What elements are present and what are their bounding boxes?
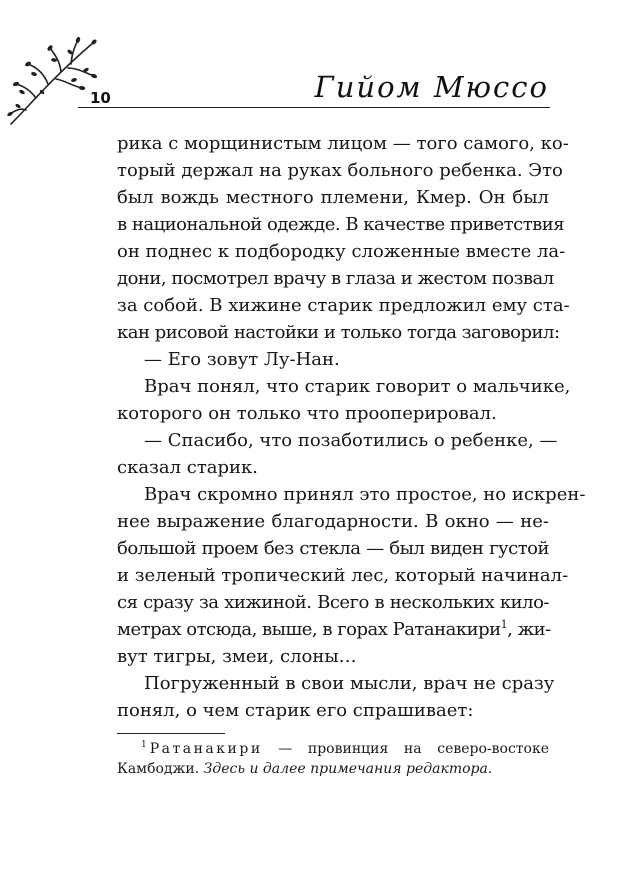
text-line: — Его зовут Лу-Нан. <box>144 349 340 370</box>
page-number: 10 <box>90 89 111 107</box>
footnote-number: 1 <box>141 740 147 751</box>
text-line: большой проем без стекла — был виден густой <box>117 538 549 559</box>
text-line: вут тигры, змеи, слоны… <box>117 646 357 667</box>
text-line: ся сразу за хижиной. Всего в нескольких кило- <box>117 592 549 613</box>
paragraph-3 <box>117 373 571 427</box>
paragraph-6 <box>117 670 555 724</box>
paragraph-5 <box>117 481 586 670</box>
text-segment: , жи- <box>507 619 551 640</box>
text-line: нее выражение благодарности. В окно — не- <box>117 511 549 532</box>
paragraph-1 <box>117 130 570 346</box>
text-line: рика с морщинистым лицом — того самого, ко- <box>117 133 569 154</box>
text-line: понял, о чем старик его спрашивает: <box>117 700 474 721</box>
text-line: сказал старик. <box>117 457 259 478</box>
footnote-divider <box>117 733 225 734</box>
text-line: торый держал на руках больного ребенка. Это <box>117 160 563 181</box>
paragraph-4 <box>117 427 558 481</box>
text-line: и зеленый тропический лес, который начинал- <box>117 565 569 586</box>
body-text <box>117 130 586 724</box>
text-line: в национальной одежде. В качестве приветствия <box>117 214 565 235</box>
text-line: Погруженный в свои мысли, врач не сразу <box>144 673 555 694</box>
footnote-editor-note: Здесь и далее примечания редактора. <box>203 761 493 777</box>
text-line: за собой. В хижине старик предложил ему ста- <box>117 295 570 316</box>
text-line: Врач понял, что старик говорит о мальчике, <box>144 376 571 397</box>
text-line: кан рисовой настойки и только тогда заговорил: <box>117 322 560 343</box>
text-line: — Спасибо, что позаботились о ребенке, — <box>144 430 558 451</box>
footnote <box>117 739 549 779</box>
text-line: он поднес к подбородку сложенные вместе ла- <box>117 241 566 262</box>
text-line <box>117 616 549 643</box>
footnote-reference[interactable]: 1 <box>500 618 508 631</box>
floral-branch-icon <box>6 34 106 128</box>
paragraph-2 <box>117 346 549 373</box>
text-line: был вождь местного племени, Кмер. Он был <box>117 187 549 208</box>
text-segment: метрах отсюда, выше, в горах Ратанакири <box>117 619 501 640</box>
text-line: Врач скромно принял это простое, но искрен- <box>144 484 586 505</box>
footnote-line <box>117 739 549 759</box>
running-head-author: Гийом Мюссо <box>314 70 549 104</box>
footnote-definition: — провинция на северо-востоке <box>262 741 549 757</box>
header-divider <box>78 107 550 108</box>
footnote-text: Камбоджи. <box>117 761 204 777</box>
footnote-line <box>117 759 549 779</box>
footnote-term: Ратанакири <box>149 741 263 757</box>
text-line: дони, посмотрел врачу в глаза и жестом позвал <box>117 268 554 289</box>
text-line: которого он только что прооперировал. <box>117 403 497 424</box>
